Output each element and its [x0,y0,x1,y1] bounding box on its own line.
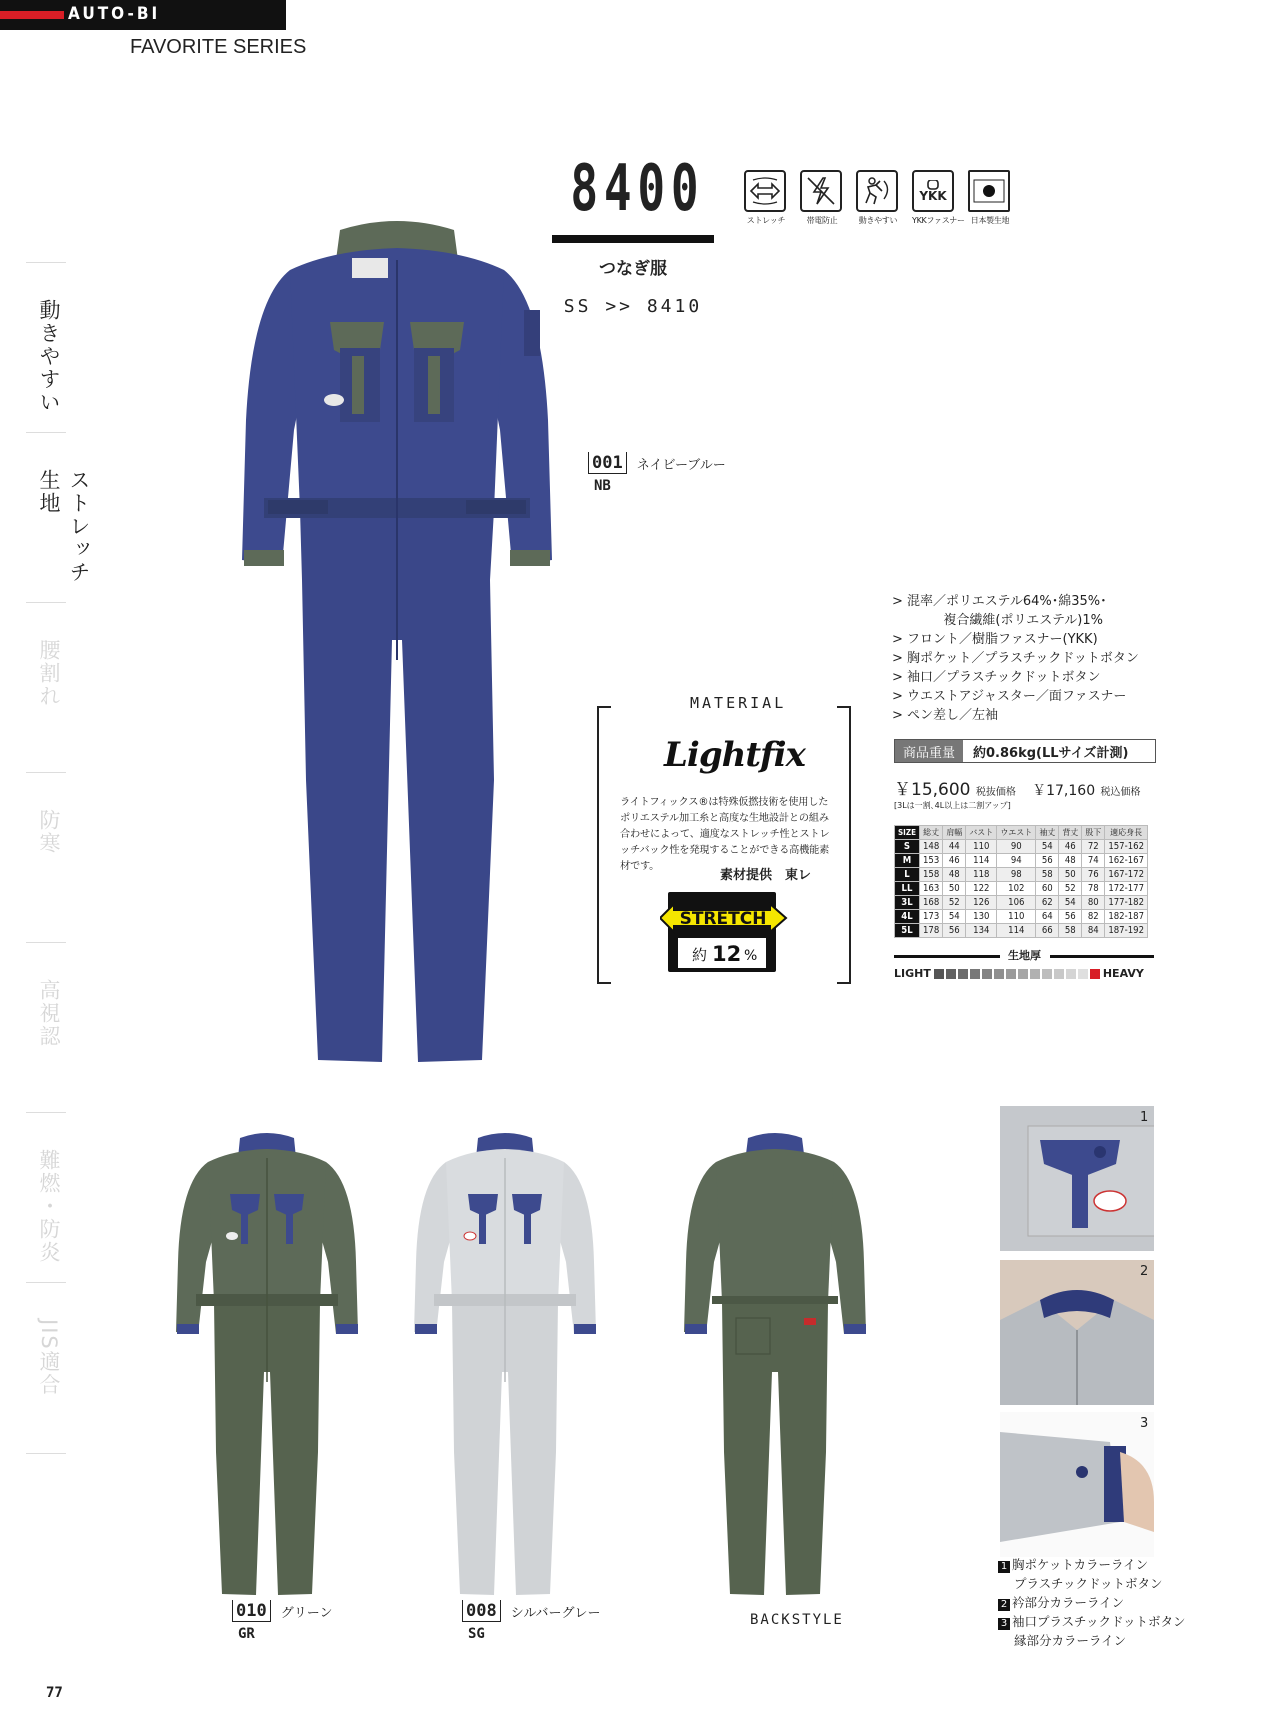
stretch-badge [660,890,790,976]
measure-cell: 48 [943,868,966,882]
measure-cell: 172-177 [1105,882,1148,896]
thickness-heavy: HEAVY [1102,967,1144,980]
material-credit: 素材提供 東レ [720,868,812,883]
stretch-prefix: 約 [692,946,708,964]
color-abbr: GR [238,1626,255,1642]
detail-number: 3 [1140,1416,1149,1431]
price [894,775,1141,800]
spec-item: > 袖口／プラスチックドットボタン [892,670,1101,685]
measure-cell: 90 [997,840,1036,854]
measure-cell: 118 [966,868,997,882]
thickness-cell [1042,969,1052,979]
measure-cell: 114 [997,924,1036,938]
measure-cell: 168 [920,896,943,910]
series-title: FAVORITE SERIES [130,36,307,58]
measure-cell: 162-167 [1105,854,1148,868]
color-label-silver [462,1600,600,1642]
measure-cell: 46 [943,854,966,868]
measure-cell: 126 [966,896,997,910]
measure-cell: 106 [997,896,1036,910]
size-table-row [895,854,1148,868]
brand-accent [0,11,64,19]
stretch-value: 12 [712,942,742,966]
measure-cell: 82 [1082,910,1105,924]
tab-high-visibility[interactable]: 高視認 [26,942,66,1113]
detail-photo-cuff[interactable] [1000,1412,1154,1557]
measure-cell: 48 [1059,854,1082,868]
measure-cell: 178 [920,924,943,938]
measure-cell: 153 [920,854,943,868]
material-title: MATERIAL [690,694,787,712]
spec-item: > フロント／樹脂ファスナー(YKK) [892,632,1098,647]
thickness-cell [1054,969,1064,979]
price-tax-note: 税込価格 [1100,787,1141,798]
weight-box [894,739,1156,763]
detail-number: 2 [1140,1264,1149,1279]
stretch-label: STRETCH [679,909,767,929]
color-abbr: NB [594,478,611,494]
detail-number: 1 [1140,1110,1149,1125]
thickness-light: LIGHT [894,967,931,980]
measure-cell: 148 [920,840,943,854]
measure-cell: 114 [966,854,997,868]
thickness-cell [1078,969,1088,979]
price-base-note: 税抜価格 [975,787,1016,798]
measure-cell: 52 [1059,882,1082,896]
tab-cold-protection[interactable]: 防寒 [26,772,66,943]
thickness-scale [894,967,1144,980]
measure-cell: 54 [1036,840,1059,854]
thickness-label: 生地厚 [1008,949,1041,962]
coverall-main-navy[interactable] [232,220,562,1070]
measure-cell: 66 [1036,924,1059,938]
detail-caption: 2 衿部分カラーライン [998,1593,1186,1612]
coverall-backstyle[interactable] [680,1132,870,1602]
size-table-row [895,868,1148,882]
antistatic-icon: 帯電防止 [800,170,844,226]
size-table-row [895,840,1148,854]
measure-cell: 60 [1036,882,1059,896]
material-bracket-left [597,706,611,984]
tab-jis[interactable]: JIS適合 [26,1282,66,1454]
measure-cell: 62 [1036,896,1059,910]
measure-cell: 56 [1059,910,1082,924]
measure-cell: 102 [997,882,1036,896]
measure-cell: 94 [997,854,1036,868]
measure-cell: 64 [1036,910,1059,924]
measure-cell: 130 [966,910,997,924]
size-table-row [895,910,1148,924]
measure-cell: 80 [1082,896,1105,910]
measure-cell: 163 [920,882,943,896]
measure-cell: 122 [966,882,997,896]
color-name: グリーン [280,1605,333,1621]
size-cell: 4L [895,910,920,924]
size-table-row [895,896,1148,910]
material-brand-logo: Lightfix [664,735,805,775]
coverall-green[interactable] [172,1132,362,1602]
size-cell: 3L [895,896,920,910]
thickness-cell [982,969,992,979]
measure-cell: 187-192 [1105,924,1148,938]
thickness-cell [934,969,944,979]
measure-cell: 177-182 [1105,896,1148,910]
measure-cell: 110 [966,840,997,854]
price-base: ￥15,600 [894,780,971,800]
product-type: つなぎ服 [599,259,667,279]
japan-flag-icon: 日本製生地 [968,170,1012,226]
spec-item: 複合繊維(ポリエステル)1% [904,613,1104,628]
size-table [894,825,1148,938]
color-name: ネイビーブルー [636,457,726,473]
detail-caption: 3 袖口プラスチックドットボタン [998,1612,1186,1631]
measure-cell: 167-172 [1105,868,1148,882]
measure-cell: 52 [943,896,966,910]
measure-cell: 50 [1059,868,1082,882]
measure-cell: 72 [1082,840,1105,854]
spec-list [892,592,1139,725]
spec-item: > ペン差し／左袖 [892,708,999,723]
measure-cell: 173 [920,910,943,924]
thickness-rule-right [1050,955,1154,958]
color-code: 010 [232,1600,271,1622]
tab-easy-move[interactable]: 動きやすい [26,262,66,433]
size-cell: L [895,868,920,882]
measure-cell: 74 [1082,854,1105,868]
backstyle-label: BACKSTYLE [750,1612,844,1628]
thickness-cell [1066,969,1076,979]
size-cell: 5L [895,924,920,938]
thickness-cell [958,969,968,979]
page-number: 77 [46,1685,63,1701]
measure-cell: 157-162 [1105,840,1148,854]
measure-cell: 78 [1082,882,1105,896]
measure-cell: 158 [920,868,943,882]
size-table-row [895,882,1148,896]
measure-cell: 54 [1059,896,1082,910]
thickness-cell [1006,969,1016,979]
brand-name: AUTO-BI [68,4,161,24]
spec-item: > ウエストアジャスター／面ファスナー [892,689,1127,704]
model-underline [552,235,714,243]
measure-cell: 56 [943,924,966,938]
ss-variant: SS >> 8410 [563,296,703,317]
color-code: 001 [588,452,627,474]
measure-cell: 58 [1059,924,1082,938]
size-table-row [895,924,1148,938]
color-code: 008 [462,1600,501,1622]
detail-photo-pocket[interactable] [1000,1106,1154,1251]
measure-cell: 58 [1036,868,1059,882]
tab-flame-retardant[interactable]: 難燃・防炎 [26,1112,66,1283]
tab-koshiware[interactable]: 腰割れ [26,602,66,773]
price-tax: ￥17,160 [1032,783,1096,799]
measure-cell: 54 [943,910,966,924]
spec-item: > 混率／ポリエステル64%･綿35%･ [892,594,1107,609]
measure-cell: 182-187 [1105,910,1148,924]
model-number: 8400 [570,152,705,226]
thickness-cell [1090,969,1100,979]
thickness-cells [934,969,1100,979]
weight-value: 約0.86kg(LLサイズ計測) [973,746,1129,761]
color-label-green [232,1600,332,1642]
thickness-cell [970,969,980,979]
measure-cell: 44 [943,840,966,854]
material-bracket-right [837,706,851,984]
detail-caption: 縁部分カラーライン [1014,1633,1127,1648]
size-cell: LL [895,882,920,896]
detail-caption: 1 胸ポケットカラーライン [998,1555,1186,1574]
thickness-rule-left [894,955,1000,958]
measure-cell: 50 [943,882,966,896]
size-cell: S [895,840,920,854]
price-note: [3Lは一割､4L以上は二割アップ] [894,801,1011,810]
measure-cell: 98 [997,868,1036,882]
thickness-cell [1018,969,1028,979]
color-name: シルバーグレー [510,1605,601,1621]
coverall-silver[interactable] [410,1132,600,1602]
color-label-navy [588,452,726,494]
detail-photo-collar[interactable] [1000,1260,1154,1405]
spec-item: > 胸ポケット／プラスチックドットボタン [892,651,1139,666]
material-description: ライトフィックス®は特殊仮撚技術を使用したポリエステル加工糸と高度な生地設計との組み合わせによって、適度なストレッチ性とストレッチバック性を発現することができる高機能素材です。 [620,797,830,872]
thickness-cell [994,969,1004,979]
size-cell: M [895,854,920,868]
size-table-header: SIZE 総丈 肩幅 バスト ウエスト 袖丈 背丈 股下 適応身長 [895,826,1148,840]
measure-cell: 46 [1059,840,1082,854]
measure-cell: 56 [1036,854,1059,868]
ykk-icon: YKK YKKファスナー [912,170,956,226]
easy-move-icon: 動きやすい [856,170,900,226]
measure-cell: 84 [1082,924,1105,938]
measure-cell: 134 [966,924,997,938]
measure-cell: 76 [1082,868,1105,882]
thickness-cell [946,969,956,979]
color-abbr: SG [468,1626,485,1642]
stretch-icon: ストレッチ [744,170,788,226]
detail-caption: プラスチックドットボタン [1014,1576,1163,1591]
thickness-cell [1030,969,1040,979]
measure-cell: 110 [997,910,1036,924]
detail-captions [998,1555,1186,1650]
stretch-unit: % [744,948,758,964]
tab-stretch-fabric[interactable]: ストレッチ生地 [26,432,66,603]
weight-label: 商品重量 [895,740,963,762]
